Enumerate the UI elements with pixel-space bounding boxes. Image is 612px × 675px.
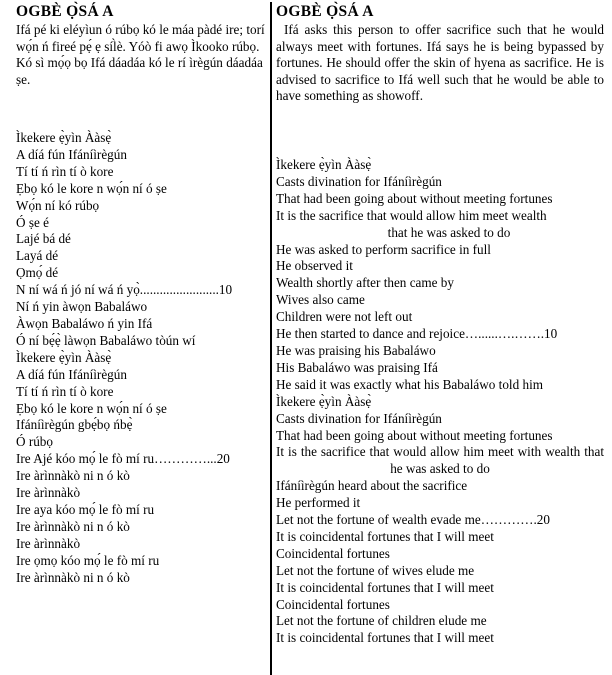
english-verse-line: His Babaláwo was praising Ifá xyxy=(276,359,438,375)
yoruba-verse-line: Layá dé xyxy=(16,248,59,264)
english-verse-line: It is coincidental fortunes that I will meet xyxy=(276,579,494,595)
yoruba-verse-line: A díá fún Ifáníìrègún xyxy=(16,366,127,382)
yoruba-verse-line: Tí tí ń rìn tí ò kore xyxy=(16,383,114,399)
english-verse-line: It is coincidental fortunes that I will meet xyxy=(276,528,494,544)
yoruba-verse-line: Wọ́n ní kó rúbọ xyxy=(16,197,100,213)
yoruba-verse-line: Ire Ajé kóo mọ́ le fò mí ru…………...20 xyxy=(16,451,230,467)
yoruba-verse-line: Ìkekere ẹ̀yìn Ààsẹ̀ xyxy=(16,130,112,145)
yoruba-verse-line: Ẹbọ kó le kore n wọ́n ní ó ṣe xyxy=(16,400,167,416)
english-verse-line: Let not the fortune of wealth evade me………….20 xyxy=(276,512,550,528)
yoruba-verse-line: Ire àrìnnàkò ni n ó kò xyxy=(16,468,130,484)
english-verse-line: That had been going about without meeting fortunes xyxy=(276,190,553,206)
english-verse-line: Children were not left out xyxy=(276,309,413,325)
english-verse-line: He was praising his Babaláwo xyxy=(276,342,436,358)
english-verse-line: It is the sacrifice that would allow him meet wealth xyxy=(276,207,547,223)
yoruba-verse-line: Ire àrìnnàkò xyxy=(16,535,81,551)
yoruba-verse-line: Ire àrìnnàkò ni n ó kò xyxy=(16,518,130,534)
yoruba-verse-line: Ire àrìnnàkò ni n ó kò xyxy=(16,569,130,585)
english-verse-line: that he was asked to do xyxy=(387,224,511,240)
english-verse-line: He then started to dance and rejoice…......….…….10 xyxy=(276,326,558,342)
yoruba-verse-line: Lajé bá dé xyxy=(16,231,71,247)
yoruba-heading: OGBÈ Ọ̀SÁ A xyxy=(16,3,114,20)
english-verse-line: It is the sacrifice that would allow him meet with wealth that he was asked to do xyxy=(276,444,604,477)
yoruba-verse-line: Ire aya kóo mọ́ le fò mí ru xyxy=(16,501,155,517)
english-verse-line: Ìkekere ẹ̀yìn Ààsẹ̀ xyxy=(276,393,372,409)
english-verse-line: He said it was exactly what his Babaláwo told him xyxy=(276,376,543,392)
english-heading: OGBÈ Ọ̀SÁ A xyxy=(276,3,374,20)
english-verse-line: Let not the fortune of children elude me xyxy=(276,613,487,629)
yoruba-verse-line: Àwọn Babaláwo ń yin Ifá xyxy=(16,315,153,331)
english-verse-line: Let not the fortune of wives elude me xyxy=(276,562,475,578)
yoruba-verse-line: Ire àrìnnàkò xyxy=(16,485,81,501)
english-verse-line: That had been going about without meeting fortunes xyxy=(276,427,553,443)
yoruba-verse-line: Ní ń yin àwọn Babaláwo xyxy=(16,299,148,315)
yoruba-verse-line: N ní wá ń jó ní wá ń yọ̀........................10 xyxy=(16,282,233,298)
english-verse-line: He observed it xyxy=(276,258,353,274)
english-verse-line: He was asked to perform sacrifice in full xyxy=(276,241,491,257)
yoruba-verse-line: Ẹbọ kó le kore n wọ́n ní ó ṣe xyxy=(16,180,167,196)
english-verse-block xyxy=(276,157,604,647)
english-intro-paragraph: Ifá asks this person to offer sacrifice such that he would always meet with fortunes. Ifá says he is being bypassed by fortunes. He should offer the skin of hyena as sacrifice. He is advised to sacrifice to Ifá well such that he would be able to have something as showoff. xyxy=(276,22,604,103)
yoruba-verse-line: Ó rúbọ xyxy=(16,434,53,450)
english-verse-line: It is coincidental fortunes that I will meet xyxy=(276,630,494,646)
yoruba-verse-line: Ó ṣe é xyxy=(16,214,49,230)
english-verse-line: Coincidental fortunes xyxy=(276,545,390,561)
yoruba-verse-line: Ire ọmọ kóo mọ́ le fò mí ru xyxy=(16,552,160,568)
yoruba-verse-line: A díá fún Ifáníìrègún xyxy=(16,146,127,162)
english-verse-line: Ìkekere ẹ̀yìn Ààsẹ̀ xyxy=(276,157,372,172)
english-verse-line: He performed it xyxy=(276,495,361,511)
english-verse-line: Casts divination for Ifáníìrègún xyxy=(276,173,442,189)
yoruba-column xyxy=(16,0,268,585)
yoruba-verse-line: Ó ní bẹ́ẹ̀ làwọn Babaláwo tòún wí xyxy=(16,332,196,348)
yoruba-verse-block xyxy=(16,130,268,586)
english-column xyxy=(276,0,604,646)
yoruba-intro-paragraph: Ifá pé ki eléyìun ó rúbọ kó le máa pàdé ire; torí wọ́n ń fireé pẹ́ ẹ síl̀è. Yóò fi awọ Ìkooko rúbọ. Kó sì mọ́ọ bọ Ifá dáadáa kó le rí ìrègún dáadáa ṣe. xyxy=(16,22,265,87)
column-divider xyxy=(270,2,272,675)
english-verse-line: Wealth shortly after then came by xyxy=(276,275,454,291)
yoruba-verse-line: Ifáníìrègún gbẹ́bọ ńbẹ̀ xyxy=(16,417,133,433)
english-verse-line: Ifáníìrègún heard about the sacrifice xyxy=(276,478,468,494)
english-verse-line: Coincidental fortunes xyxy=(276,596,390,612)
yoruba-verse-line: Tí tí ń rìn tí ò kore xyxy=(16,163,114,179)
english-verse-line: Casts divination for Ifáníìrègún xyxy=(276,410,442,426)
english-verse-line: Wives also came xyxy=(276,292,365,308)
yoruba-verse-line: Ọmọ́ dé xyxy=(16,265,59,281)
yoruba-verse-line: Ìkekere ẹ̀yìn Ààsẹ̀ xyxy=(16,349,112,365)
